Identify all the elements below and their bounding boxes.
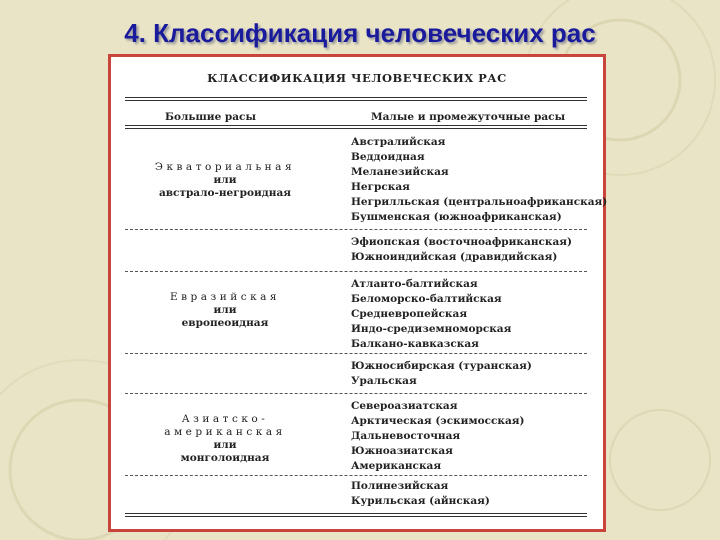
- list-item: Уральская: [351, 375, 417, 387]
- double-rule: [125, 513, 587, 517]
- list-item: Североазиатская: [351, 400, 458, 412]
- group-eurasian: [125, 291, 325, 330]
- list-item: Арктическая (эскимосская): [351, 415, 525, 427]
- list-item: Американская: [351, 460, 442, 472]
- list-item: Негрская: [351, 181, 410, 193]
- group-alt-name: австрало-негроидная: [158, 187, 292, 199]
- slide-title: 4. Классификация человеческих рас: [124, 18, 596, 48]
- small-races-list: [351, 479, 601, 509]
- small-races-list: [351, 399, 601, 474]
- group-asian-american: [125, 413, 325, 465]
- document-heading: КЛАССИФИКАЦИЯ ЧЕЛОВЕЧЕСКИХ РАС: [207, 71, 507, 85]
- list-item: Южноазиатская: [351, 445, 453, 457]
- group-or: или: [213, 174, 237, 186]
- small-races-list: [351, 359, 601, 389]
- list-item: Негрилльская (центральноафриканская): [351, 196, 608, 208]
- group-equatorial: [125, 161, 325, 200]
- list-item: Веддоидная: [351, 151, 425, 163]
- list-item: Средневропейская: [351, 308, 468, 320]
- dashed-rule: [125, 229, 587, 230]
- list-item: Индо-средиземноморская: [351, 323, 512, 335]
- group-name: Азиатско-американская: [164, 413, 286, 438]
- list-item: Курильская (айнская): [351, 495, 490, 507]
- small-races-list: [351, 235, 601, 265]
- small-races-list: [351, 277, 601, 352]
- double-rule: [125, 125, 587, 129]
- dashed-rule: [125, 271, 587, 272]
- dashed-rule: [125, 353, 587, 354]
- column-header-small-races: Малые и промежуточные расы: [371, 111, 566, 123]
- list-item: Бушменская (южноафриканская): [351, 211, 562, 223]
- list-item: Южносибирская (туранская): [351, 360, 532, 372]
- list-item: Дальневосточная: [351, 430, 461, 442]
- list-item: Меланезийская: [351, 166, 449, 178]
- list-item: Полинезийская: [351, 480, 449, 492]
- column-header-big-races: Большие расы: [165, 111, 256, 123]
- group-or: или: [213, 304, 237, 316]
- list-item: Балкано-кавказская: [351, 338, 479, 350]
- list-item: Эфиопская (восточноафриканская): [351, 236, 573, 248]
- list-item: Южноиндийская (дравидийская): [351, 251, 558, 263]
- dashed-rule: [125, 393, 587, 394]
- small-races-list: [351, 135, 608, 225]
- group-alt-name: монголоидная: [180, 452, 270, 464]
- dashed-rule: [125, 475, 587, 476]
- group-alt-name: европеоидная: [181, 317, 269, 329]
- group-name: Экваториальная: [154, 161, 296, 173]
- group-name: Евразийская: [169, 291, 281, 303]
- double-rule: [125, 97, 587, 101]
- list-item: Атланто-балтийская: [351, 278, 478, 290]
- list-item: Австралийская: [351, 136, 446, 148]
- list-item: Беломорско-балтийская: [351, 293, 502, 305]
- classification-document: [108, 54, 606, 532]
- group-or: или: [213, 439, 237, 451]
